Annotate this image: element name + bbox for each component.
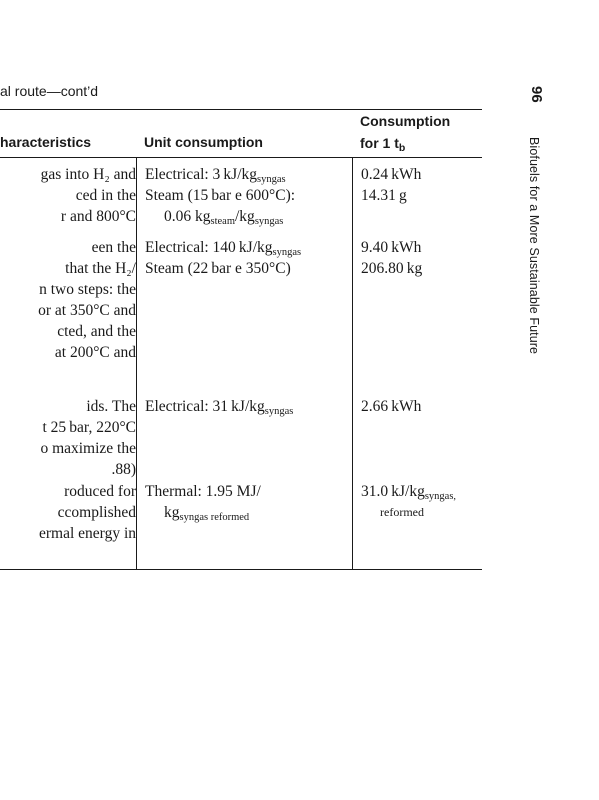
row1-unit-electrical: Electrical: 3 kJ/kg <box>145 166 257 183</box>
row4-unit-kg: kg <box>164 504 180 521</box>
row1-desc-line: ced in the <box>75 187 136 204</box>
row2-desc-line: n two steps: the <box>39 281 136 298</box>
row4-cons-sub: syngas, <box>424 491 457 502</box>
row2-desc-line: een the <box>91 239 136 256</box>
row4-description <box>0 481 136 544</box>
row2-unit-sub: syngas <box>272 247 302 258</box>
row4-unit-sub: syngas reformed <box>179 512 250 523</box>
table-caption: al route—cont’d <box>0 83 99 99</box>
row2-desc-line: at 200°C and <box>54 344 136 361</box>
row1-unit-sub-syngas: syngas <box>254 216 284 227</box>
header-per-tonne-text: for 1 t <box>360 135 399 151</box>
row2-cons-steam: 206.80 kg <box>361 260 423 277</box>
row1-unit-steam: Steam (15 bar e 600°C): <box>145 187 296 204</box>
header-per-tonne-sub: b <box>398 142 406 154</box>
row4-consumption <box>361 481 456 523</box>
row2-unit-electrical: Electrical: 140 kJ/kg <box>145 239 273 256</box>
row2-desc-line: that the H₂/ <box>65 260 136 277</box>
row1-cons-electric: 0.24 kWh <box>361 166 422 183</box>
row3-cons-electric: 2.66 kWh <box>361 398 422 415</box>
row2-unit-steam: Steam (22 bar e 350°C) <box>145 260 291 277</box>
row2-consumption <box>361 237 422 279</box>
header-per-tonne <box>360 133 405 154</box>
header-consumption: Consumption <box>360 113 451 129</box>
row3-consumption <box>361 396 421 417</box>
row2-desc-line: cted, and the <box>57 323 136 340</box>
row4-cons-reformed: reformed <box>380 505 424 519</box>
row2-unit-consumption <box>145 237 301 279</box>
row3-description <box>0 396 136 480</box>
row1-unit-per: /kg <box>235 208 255 225</box>
row1-unit-sub-steam: steam <box>210 216 235 227</box>
row2-cons-electric: 9.40 kWh <box>361 239 422 256</box>
row1-unit-sub: syngas <box>257 174 286 185</box>
running-head: Biofuels for a More Sustainable Future <box>527 137 541 355</box>
row2-desc-line: or at 350°C and <box>38 302 136 319</box>
row3-desc-line: t 25 bar, 220°C <box>42 419 136 436</box>
page-number: 96 <box>528 86 545 103</box>
row4-unit-thermal: Thermal: 1.95 MJ/ <box>145 483 261 500</box>
row4-cons-thermal: 31.0 kJ/kg <box>361 483 425 500</box>
row1-desc-line: gas into H₂ and <box>40 166 136 183</box>
row3-desc-line: ids. The <box>86 398 136 415</box>
table-header-rule <box>0 157 482 158</box>
row3-unit-consumption <box>145 396 293 417</box>
column-divider-1 <box>136 157 137 570</box>
table-bottom-rule <box>0 569 482 570</box>
row1-unit-steam-ratio: 0.06 kg <box>164 208 211 225</box>
row3-unit-sub: syngas <box>264 406 294 417</box>
row1-unit-consumption <box>145 164 295 227</box>
header-unit-consumption: Unit consumption <box>144 134 263 150</box>
row4-unit-consumption <box>145 481 261 523</box>
header-characteristics: haracteristics <box>0 134 92 150</box>
row1-description <box>0 164 136 227</box>
row2-description <box>0 237 136 363</box>
row1-cons-steam: 14.31 g <box>361 187 407 204</box>
row3-desc-line: .88) <box>111 461 136 478</box>
table-top-rule <box>0 109 482 110</box>
row1-consumption <box>361 164 421 206</box>
row3-desc-line: o maximize the <box>40 440 136 457</box>
row4-desc-line: roduced for <box>64 483 136 500</box>
row4-desc-line: ermal energy in <box>39 525 136 542</box>
column-divider-2 <box>352 157 353 570</box>
row3-unit-electrical: Electrical: 31 kJ/kg <box>145 398 265 415</box>
row1-desc-line: r and 800°C <box>60 208 136 225</box>
row4-desc-line: ccomplished <box>57 504 136 521</box>
